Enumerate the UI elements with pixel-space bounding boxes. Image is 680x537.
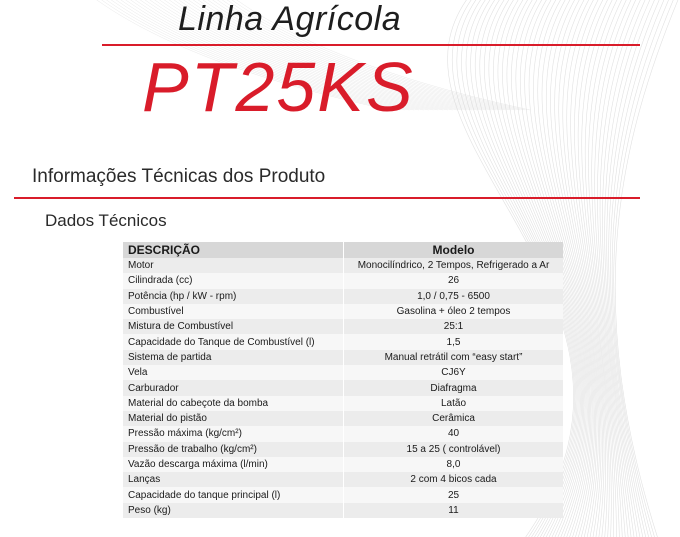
- table-row: [123, 350, 563, 365]
- spec-label: Peso (kg): [123, 503, 344, 518]
- decorative-curve: [559, 0, 604, 537]
- spec-value: 25:1: [344, 319, 564, 334]
- spec-value: 15 a 25 ( controlável): [344, 442, 564, 457]
- table-row: [123, 442, 563, 457]
- table-row: [123, 334, 563, 349]
- table-row: [123, 289, 563, 304]
- spec-label: Capacidade do Tanque de Combustível (l): [123, 334, 344, 349]
- table-row: [123, 426, 563, 441]
- table-row: [123, 304, 563, 319]
- spec-label: Sistema de partida: [123, 350, 344, 365]
- product-line-title: Linha Agrícola: [178, 0, 402, 38]
- decorative-curve: [602, 0, 647, 537]
- section-title: Informações Técnicas dos Produto: [32, 166, 326, 187]
- table-row: [123, 487, 563, 502]
- table-row: [123, 411, 563, 426]
- spec-value: 11: [344, 503, 564, 518]
- header-divider: [102, 44, 640, 46]
- decorative-curve: [615, 0, 680, 537]
- table-row: [123, 503, 563, 518]
- spec-value: Diafragma: [344, 380, 564, 395]
- section-divider: [14, 197, 640, 199]
- spec-value: Latão: [344, 396, 564, 411]
- table-row: [123, 273, 563, 288]
- model-title: PT25KS: [142, 48, 415, 126]
- spec-label: Vazão descarga máxima (l/min): [123, 457, 344, 472]
- spec-value: 25: [344, 487, 564, 502]
- column-header-model: Modelo: [344, 242, 564, 258]
- spec-value: Manual retrátil com “easy start”: [344, 350, 564, 365]
- spec-value: Gasolina + óleo 2 tempos: [344, 304, 564, 319]
- decorative-curve: [612, 0, 671, 537]
- decorative-curve: [610, 0, 666, 537]
- spec-label: Cilindrada (cc): [123, 273, 344, 288]
- spec-label: Pressão de trabalho (kg/cm²): [123, 442, 344, 457]
- table-row: [123, 457, 563, 472]
- table-row: [123, 258, 563, 273]
- table-row: [123, 365, 563, 380]
- spec-label: Pressão máxima (kg/cm²): [123, 426, 344, 441]
- decorative-curve: [607, 0, 657, 537]
- spec-label: Potência (hp / kW - rpm): [123, 289, 344, 304]
- spec-value: 26: [344, 273, 564, 288]
- spec-label: Vela: [123, 365, 344, 380]
- spec-value: 1,5: [344, 334, 564, 349]
- spec-label: Motor: [123, 258, 344, 273]
- spec-label: Combustível: [123, 304, 344, 319]
- spec-label: Capacidade do tanque principal (l): [123, 487, 344, 502]
- spec-value: 8,0: [344, 457, 564, 472]
- table-row: [123, 396, 563, 411]
- table-row: [123, 319, 563, 334]
- table-header-row: [123, 242, 563, 258]
- spec-label: Mistura de Combustível: [123, 319, 344, 334]
- column-header-description: DESCRIÇÃO: [123, 242, 344, 258]
- spec-value: CJ6Y: [344, 365, 564, 380]
- subsection-title: Dados Técnicos: [45, 211, 167, 230]
- spec-label: Material do cabeçote da bomba: [123, 396, 344, 411]
- specs-table: [123, 242, 563, 518]
- spec-label: Material do pistão: [123, 411, 344, 426]
- spec-value: Cerâmica: [344, 411, 564, 426]
- spec-label: Carburador: [123, 380, 344, 395]
- spec-value: 1,0 / 0,75 - 6500: [344, 289, 564, 304]
- spec-value: 40: [344, 426, 564, 441]
- table-row: [123, 380, 563, 395]
- spec-value: 2 com 4 bicos cada: [344, 472, 564, 487]
- spec-value: Monocilíndrico, 2 Tempos, Refrigerado a Ar: [344, 258, 564, 273]
- table-row: [123, 472, 563, 487]
- spec-label: Lanças: [123, 472, 344, 487]
